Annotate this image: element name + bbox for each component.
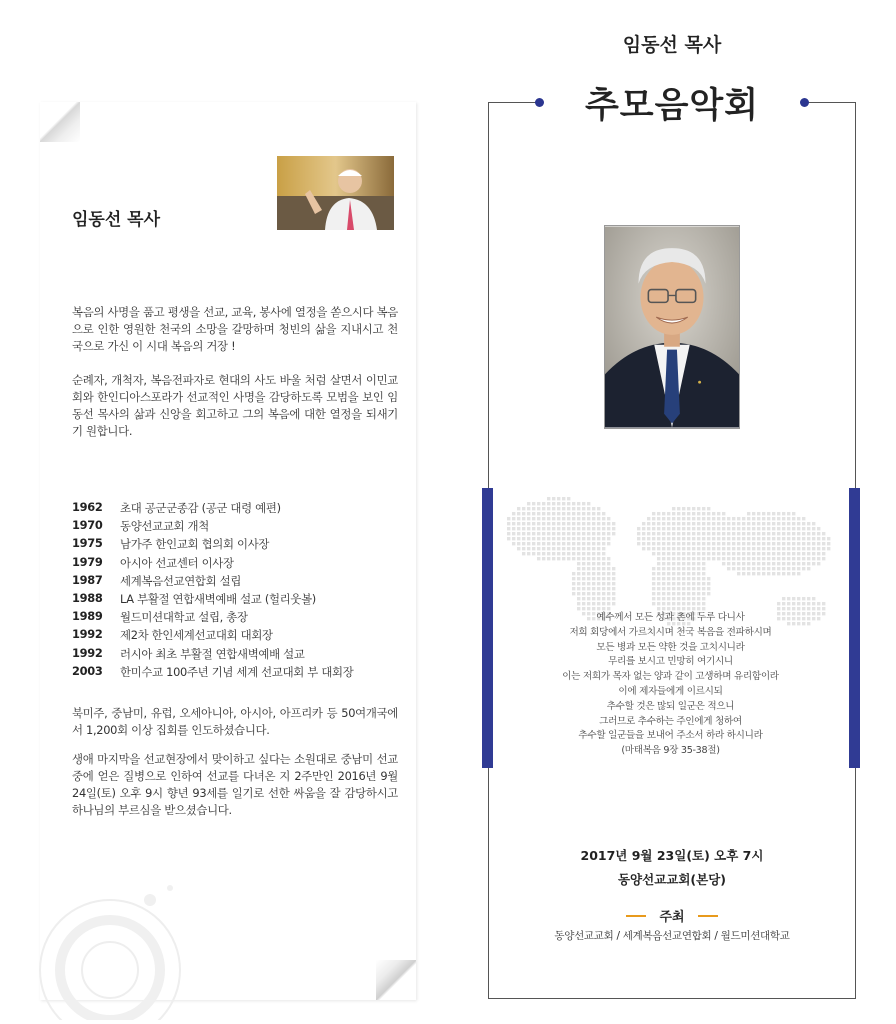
verse-line: 예수께서 모든 성과 촌에 두루 다니사	[596, 612, 745, 623]
timeline-year: 1992	[72, 645, 103, 660]
verse-line: 모든 병과 모든 약한 것을 고치시니라	[596, 641, 745, 653]
passing-paragraph: 생애 마지막을 선교현장에서 맞이하고 싶다는 소원대로 중남미 선교 중에 얻은 질병으로 인하여 선교를 다녀온 지 2주만인 2016년 9월 24일(토) 오후 9시 향년 93세를 일기로 선한 싸움을 잘 감당하시고 하나님의 부르심을 받으셨습니다.	[72, 752, 398, 817]
timeline-event: 세계복음선교연합회 설립	[120, 573, 242, 588]
page-curl-top-left	[40, 102, 80, 142]
intro-paragraph: 복음의 사명을 품고 평생을 선교, 교육, 봉사에 열정을 쏟으시다 복음으로 인한 영원한 천국의 소망을 갈망하며 청빈의 삶을 지내시고 천국으로 가신 이 시대 복음의 거장 !	[72, 305, 398, 353]
timeline-row	[72, 646, 402, 664]
frame-side-bar-left	[482, 488, 493, 768]
verse-line: 무리를 보시고 민망히 여기시니	[608, 656, 733, 668]
timeline-row	[72, 664, 402, 682]
verse-line: 저희 회당에서 가르치시며 천국 복음을 전파하시며	[569, 626, 772, 638]
pastor-name: 임동선 목사	[72, 210, 161, 230]
host-heading	[488, 905, 856, 925]
host-organizations: 동양선교교회 / 세계복음선교연합회 / 월드미션대학교	[554, 930, 790, 942]
timeline-year: 2003	[72, 663, 103, 678]
page-curl-bottom-right	[376, 960, 416, 1000]
timeline-event: LA 부활절 연합새벽예배 설교 (헐리웃볼)	[120, 591, 316, 606]
ministry-paragraph: 북미주, 중남미, 유럽, 오세아니아, 아시아, 아프리카 등 50여개국에서 1,200회 이상 집회를 인도하셨습니다.	[72, 706, 398, 737]
verse-line: 그러므로 추수하는 주인에게 청하여	[599, 715, 742, 727]
timeline-year: 1979	[72, 554, 103, 569]
host-label: 주최	[659, 910, 685, 925]
timeline-year: 1989	[72, 609, 103, 624]
timeline-event: 남가주 한인교회 협의회 이사장	[120, 537, 270, 552]
concert-subtitle: 임동선 목사	[622, 34, 722, 56]
timeline-event: 월드미션대학교 설립, 총장	[120, 610, 248, 625]
timeline-year: 1975	[72, 536, 103, 551]
timeline-year: 1988	[72, 590, 103, 605]
timeline-row	[72, 573, 402, 591]
host-dash-left	[626, 915, 646, 917]
timeline-row	[72, 591, 402, 609]
timeline-row	[72, 518, 402, 536]
timeline	[72, 500, 402, 682]
concert-title: 추모음악회	[584, 86, 760, 126]
timeline-year: 1992	[72, 627, 103, 642]
timeline-row	[72, 555, 402, 573]
verse-line: 추수할 것은 많되 일군은 적으니	[606, 700, 735, 712]
verse-reference: (마태복음 9장 35-38절)	[621, 745, 720, 757]
scripture-verse	[498, 611, 843, 759]
host-dash-right	[698, 915, 718, 917]
timeline-event: 러시아 최초 부활절 연합새벽예배 설교	[120, 646, 305, 661]
timeline-row	[72, 609, 402, 627]
mission-paragraph: 순례자, 개척자, 복음전파자로 현대의 사도 바울 처럼 살면서 이민교회와 한인디아스포라가 선교적인 사명을 감당하도록 모범을 보인 임동선 목사의 삶과 신앙을 회고하고 그의 복음에 대한 열정을 되새기기 원합니다.	[72, 373, 398, 438]
timeline-event: 한미수교 100주년 기념 세계 선교대회 부 대회장	[120, 664, 354, 679]
timeline-row	[72, 536, 402, 554]
pastor-portrait	[604, 225, 740, 429]
timeline-year: 1962	[72, 500, 103, 514]
frame-side-bar-right	[849, 488, 860, 768]
verse-line: 이는 저희가 목자 없는 양과 같이 고생하며 유리함이라	[562, 671, 779, 683]
pastor-photo-small	[277, 156, 394, 230]
timeline-event: 제2차 한인세계선교대회 대회장	[120, 628, 273, 643]
timeline-event: 초대 공군군종감 (공군 대령 예편)	[120, 501, 281, 515]
timeline-event: 동양선교교회 개척	[120, 519, 209, 534]
timeline-year: 1970	[72, 518, 103, 533]
verse-line: 추수할 일군들을 보내어 주소서 하라 하시니라	[578, 730, 763, 742]
verse-line: 이에 제자들에게 이르시되	[618, 685, 723, 697]
timeline-year: 1987	[72, 572, 103, 587]
timeline-row	[72, 627, 402, 645]
timeline-row	[72, 500, 402, 518]
event-date: 2017년 9월 23일(토) 오후 7시	[580, 848, 764, 863]
decorative-circles	[20, 860, 200, 1020]
event-place: 동양선교교회(본당)	[617, 872, 727, 887]
timeline-event: 아시아 선교센터 이사장	[120, 555, 234, 570]
